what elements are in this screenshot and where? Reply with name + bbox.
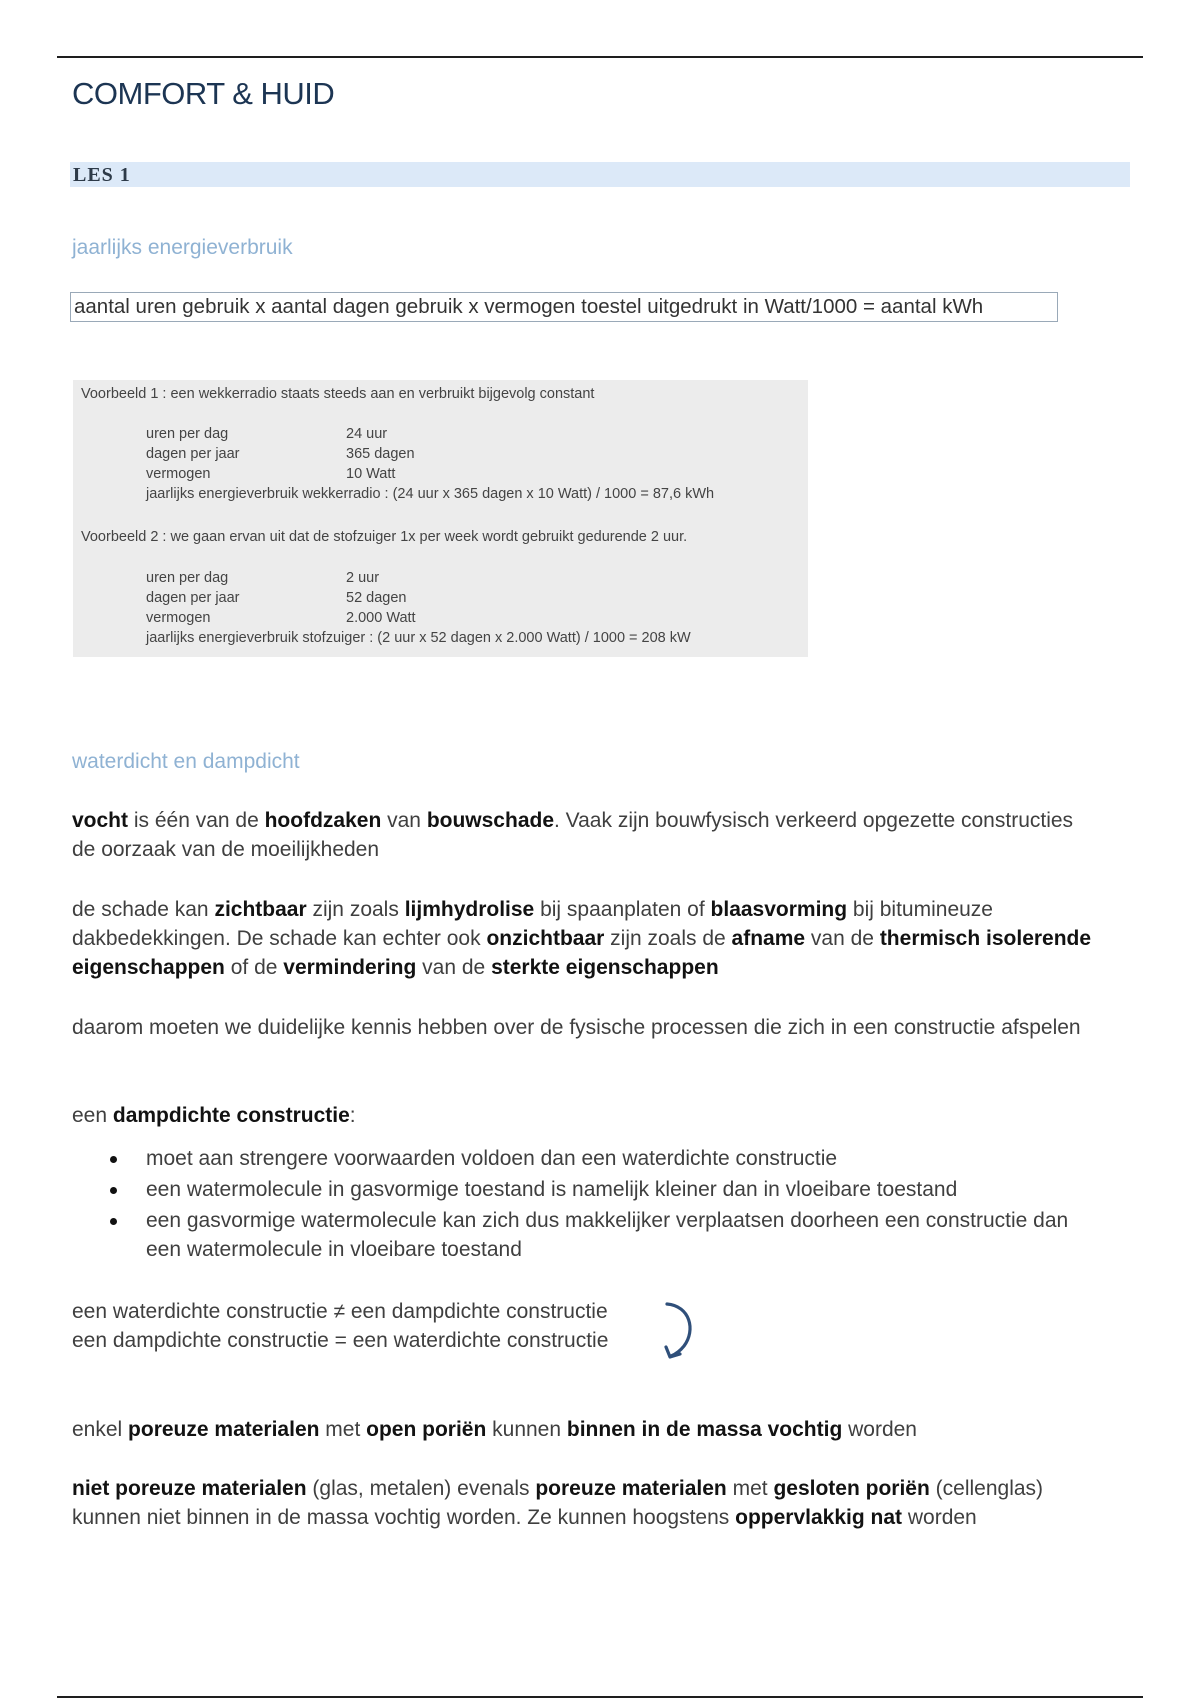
text-run: kunnen niet binnen in de massa vochtig worden. Ze kunnen hoogstens bbox=[72, 1506, 736, 1529]
list-item bbox=[72, 1175, 1142, 1204]
bold-term: hoofdzaken bbox=[264, 809, 382, 832]
section-heading-energie: jaarlijks energieverbruik bbox=[72, 236, 293, 259]
example1-result: jaarlijks energieverbruik wekkerradio : (24 uur x 365 dagen x 10 Watt) / 1000 = 87,6 kWh bbox=[146, 486, 715, 502]
text-run: bij spaanplaten of bbox=[534, 898, 711, 921]
list-item-text: een watermolecule in vloeibare toestand bbox=[146, 1238, 522, 1261]
bold-term: oppervlakkig nat bbox=[735, 1506, 903, 1529]
bold-term: zichtbaar bbox=[214, 898, 307, 921]
text-line: daarom moeten we duidelijke kennis hebben over de fysische processen die zich in een constructie afspelen bbox=[72, 1016, 1081, 1039]
formula-box: aantal uren gebruik x aantal dagen gebruik x vermogen toestel uitgedrukt in Watt/1000 = aantal kWh bbox=[70, 292, 1058, 322]
text-run: kunnen bbox=[486, 1418, 567, 1441]
paragraph-vocht bbox=[72, 806, 1142, 864]
example1-row-value: 365 dagen bbox=[346, 446, 415, 462]
example2-row-label: dagen per jaar bbox=[146, 590, 240, 606]
text-run: worden bbox=[902, 1506, 977, 1529]
lesson-banner bbox=[70, 162, 1130, 187]
text-run: (cellenglas) bbox=[929, 1477, 1044, 1500]
paragraph-schade bbox=[72, 895, 1142, 982]
bold-term: sterkte eigenschappen bbox=[491, 956, 719, 979]
bold-term: thermisch isolerende bbox=[879, 927, 1092, 950]
text-run: van bbox=[381, 809, 427, 832]
example1-row-value: 24 uur bbox=[346, 426, 388, 442]
bold-term: vermindering bbox=[283, 956, 417, 979]
bold-term: niet poreuze materialen bbox=[72, 1477, 307, 1500]
text-run: de schade kan bbox=[72, 898, 215, 921]
bold-term: vocht bbox=[72, 809, 129, 832]
list-item bbox=[72, 1144, 1142, 1173]
example1-row-label: uren per dag bbox=[146, 426, 229, 442]
example2-row-label: uren per dag bbox=[146, 570, 229, 586]
lesson-label: LES 1 bbox=[73, 164, 131, 186]
list-item bbox=[72, 1206, 1142, 1264]
example1-row-label: vermogen bbox=[146, 466, 211, 482]
bold-term: onzichtbaar bbox=[486, 927, 605, 950]
text-run: . Vaak zijn bouwfysisch verkeerd opgezette constructies bbox=[554, 809, 1074, 832]
example2-row-value: 2 uur bbox=[346, 570, 380, 586]
bullet-dot bbox=[110, 1218, 117, 1225]
equivalence-line: een waterdichte constructie ≠ een dampdichte constructie bbox=[72, 1300, 608, 1323]
example2-row-label: vermogen bbox=[146, 610, 211, 626]
text-run: met bbox=[726, 1477, 774, 1500]
equivalence-block bbox=[72, 1297, 652, 1355]
list-item-text: een gasvormige watermolecule kan zich dus makkelijker verplaatsen doorheen een constructie dan bbox=[146, 1209, 1069, 1232]
page-title: COMFORT & HUID bbox=[72, 76, 335, 111]
bold-term: afname bbox=[731, 927, 806, 950]
example1-row-label: dagen per jaar bbox=[146, 446, 240, 462]
bold-term: open poriën bbox=[366, 1418, 487, 1441]
list-item-text: moet aan strengere voorwaarden voldoen dan een waterdichte constructie bbox=[146, 1147, 838, 1170]
text-run: dakbedekkingen. De schade kan echter ook bbox=[72, 927, 487, 950]
bold-term: blaasvorming bbox=[710, 898, 848, 921]
equivalence-line: een dampdichte constructie = een waterdichte constructie bbox=[72, 1329, 609, 1352]
paragraph-niet-poreuze bbox=[72, 1474, 1142, 1532]
bullet-dot bbox=[110, 1187, 117, 1194]
text-run: bij bitumineuze bbox=[847, 898, 993, 921]
bold-term: eigenschappen bbox=[72, 956, 225, 979]
example1-intro: Voorbeeld 1 : een wekkerradio staats steeds aan en verbruikt bijgevolg constant bbox=[81, 386, 595, 402]
paragraph-daarom bbox=[72, 1013, 1142, 1042]
bold-term: dampdichte constructie bbox=[112, 1104, 350, 1127]
example1-row-value: 10 Watt bbox=[346, 466, 396, 482]
text-run: : bbox=[349, 1104, 356, 1127]
example-figure bbox=[73, 380, 808, 657]
example2-result: jaarlijks energieverbruik stofzuiger : (2 uur x 52 dagen x 2.000 Watt) / 1000 = 208 kW bbox=[146, 630, 691, 646]
text-run: een bbox=[72, 1104, 113, 1127]
text-line: de oorzaak van de moeilijkheden bbox=[72, 838, 380, 861]
bullet-list bbox=[72, 1144, 1142, 1264]
text-run: zijn zoals bbox=[306, 898, 405, 921]
text-run: is één van de bbox=[128, 809, 265, 832]
example2-intro: Voorbeeld 2 : we gaan ervan uit dat de stofzuiger 1x per week wordt gebruikt gedurende 2 uur. bbox=[81, 529, 688, 545]
paragraph-poreuze bbox=[72, 1415, 1142, 1444]
section-heading-water: waterdicht en dampdicht bbox=[72, 750, 300, 773]
text-run: enkel bbox=[72, 1418, 129, 1441]
bold-term: poreuze materialen bbox=[128, 1418, 320, 1441]
bullet-dot bbox=[110, 1156, 117, 1163]
paragraph-dampdicht-intro bbox=[72, 1101, 1142, 1130]
bold-term: bouwschade bbox=[426, 809, 555, 832]
bold-term: binnen in de massa vochtig bbox=[566, 1418, 843, 1441]
bold-term: gesloten poriën bbox=[773, 1477, 930, 1500]
text-run: worden bbox=[842, 1418, 917, 1441]
text-run: met bbox=[319, 1418, 367, 1441]
top-rule bbox=[57, 56, 1143, 58]
text-run: van de bbox=[805, 927, 880, 950]
text-run: zijn zoals de bbox=[604, 927, 732, 950]
bold-term: lijmhydrolise bbox=[404, 898, 535, 921]
text-run: van de bbox=[416, 956, 492, 979]
bold-term: poreuze materialen bbox=[535, 1477, 727, 1500]
text-run: (glas, metalen) evenals bbox=[306, 1477, 536, 1500]
list-item-text: een watermolecule in gasvormige toestand is namelijk kleiner dan in vloeibare toestand bbox=[146, 1178, 958, 1201]
text-run: of de bbox=[224, 956, 284, 979]
curved-arrow-icon bbox=[662, 1300, 702, 1362]
bottom-rule bbox=[57, 1696, 1143, 1698]
example2-row-value: 2.000 Watt bbox=[346, 610, 416, 626]
example2-row-value: 52 dagen bbox=[346, 590, 407, 606]
